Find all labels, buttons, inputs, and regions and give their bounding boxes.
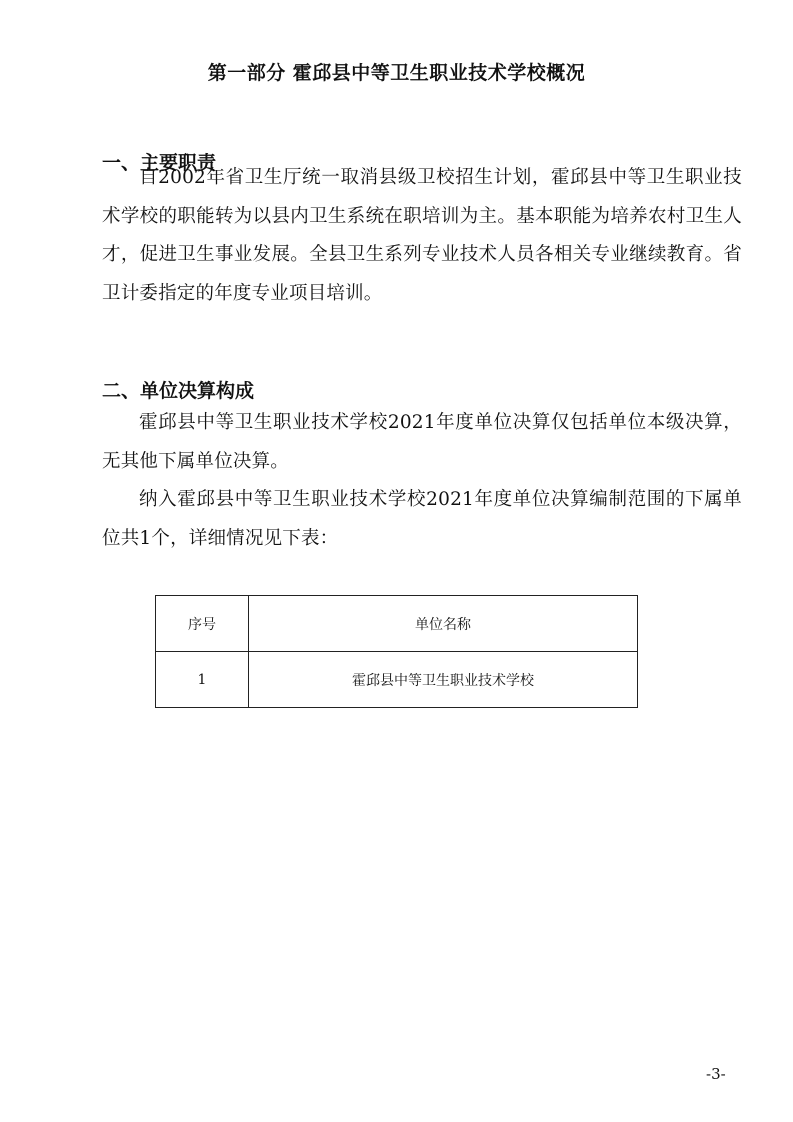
page-title: 第一部分 霍邱县中等卫生职业技术学校概况 [207,62,586,84]
section-heading-duties: 一、主要职责 [102,152,217,174]
table-header-index: 序号 [156,596,249,652]
table-cell-unit-name: 霍邱县中等卫生职业技术学校 [249,652,638,708]
table-row [156,652,638,708]
section-heading-composition: 二、单位决算构成 [102,380,255,402]
table-header-unit-name: 单位名称 [249,596,638,652]
table-cell-index: 1 [156,652,249,708]
duties-paragraph: 自2002年省卫生厅统一取消县级卫校招生计划，霍邱县中等卫生职业技术学校的职能转为以县内卫生系统在职培训为主。基本职能为培养农村卫生人才，促进卫生事业发展。全县卫生系列专业技术人员各相关专业继续教育。省卫计委指定的年度专业项目培训。 [102,167,742,305]
page-number: -3- [706,1065,726,1083]
table-header-row [156,596,638,652]
composition-paragraph-2: 纳入霍邱县中等卫生职业技术学校2021年度单位决算编制范围的下属单位共1个，详细情况见下表： [102,489,742,549]
composition-paragraph-1: 霍邱县中等卫生职业技术学校2021年度单位决算仅包括单位本级决算，无其他下属单位决算。 [102,412,742,472]
units-table [155,595,638,708]
